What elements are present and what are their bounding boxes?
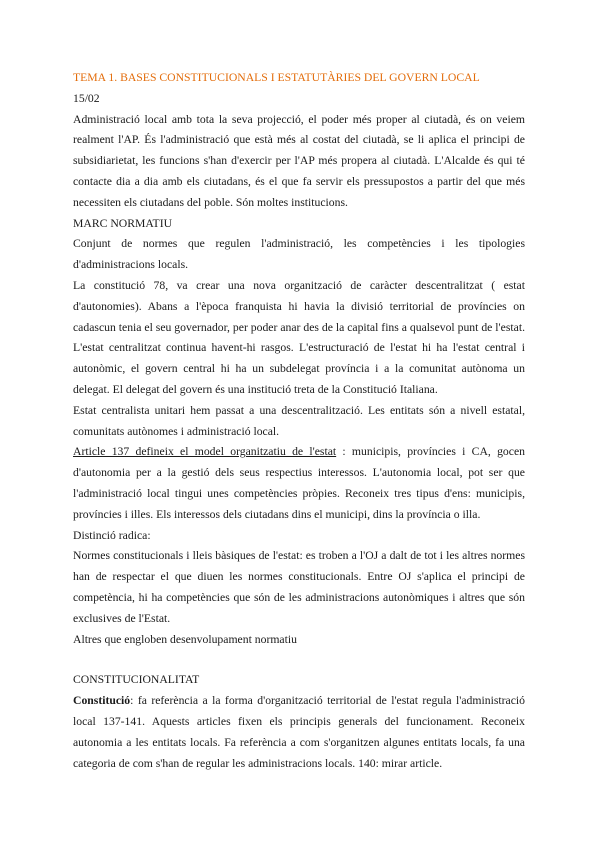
section-heading-marc-normatiu: MARC NORMATIU [73,216,173,230]
page-title: TEMA 1. BASES CONSTITUCIONALS I ESTATUTÀRIES DEL GOVERN LOCAL [73,71,480,84]
date-label: 15/02 [73,91,100,105]
constitucio-text: : fa referència a la forma d'organització territorial de l'estat regula l'administració local 137-141. Aquests articles fixen els principis generals del funcionament. Reconeix autonomia a les entitats locals. Fa referència a com s'organitzen algunes entitats locals, fa una categoria de com s'han de regular les administracions locals. 140: mirar article. [73,694,525,770]
paragraph-distincio: Distinció radica: [73,528,151,542]
paragraph-normes-constitucionals: Normes constitucionals i lleis bàsiques de l'estat: es troben a l'OJ a dalt de tot i les altres normes han de respectar el que diuen les normes constitucionals. Entre OJ s'aplica el principi de competència, hi ha competències que són de les administracions autonòmiques i altres que són exclusives de l'Estat. [73,549,525,625]
paragraph-constitucio [73,691,525,774]
paragraph-constitucio-78: La constitució 78, va crear una nova organització de caràcter descentralitzat ( estat d'autonomies). Abans a l'època franquista hi havia la divisió territorial de províncies on cadascun tenia el seu governador, per poder anar des de la capital fins a qualsevol punt de l'estat. L'estat centralitzat continua havent-hi rasgos. L'estructuració de l'estat hi ha l'estat central i autonòmic, el govern central hi ha un subdelegat província i a la comunitat autònoma un delegat. El delegat del govern és una institució treta de la Constitució Italiana. [73,278,525,396]
paragraph-article-137 [73,442,525,525]
section-heading-constitucionalitat: CONSTITUCIONALITAT [73,673,200,687]
article-137-underlined: Article 137 defineix el model organitzatiu de l'estat [73,445,337,459]
paragraph-altres: Altres que engloben desenvolupament normatiu [73,632,297,646]
paragraph-conjunt: Conjunt de normes que regulen l'administració, les competències i les tipologies d'administracions locals. [73,237,525,272]
constitucio-bold: Constitució [73,694,131,708]
article-137-text: : municipis, províncies i CA, gocen d'autonomia per a la gestió dels seus respectius interessos. L'autonomia local, pot ser que l'administració local tingui unes competències pròpies. Reconeix tres tipus d'ens: municipis, províncies i illes. Els interessos dels ciutadans dins el municipi, dins la província o illa. [73,445,525,521]
document-page [73,68,525,774]
paragraph-intro: Administració local amb tota la seva projecció, el poder més proper al ciutadà, és on veiem realment l'AP. És l'administració que està més al costat del ciutadà, se li aplica el principi de subsidiarietat, les funcions s'han d'exercir per l'AP més propera al ciutadà. L'Alcalde és qui té contacte dia a dia amb els ciutadans, és el que fa servir els pressupostos a partir del que més necessiten els ciutadans del poble. Són moltes institucions. [73,112,525,209]
paragraph-estat-centralista: Estat centralista unitari hem passat a una descentralització. Les entitats són a nivell estatal, comunitats autònomes i administració local. [73,403,525,438]
spacer [73,650,525,670]
